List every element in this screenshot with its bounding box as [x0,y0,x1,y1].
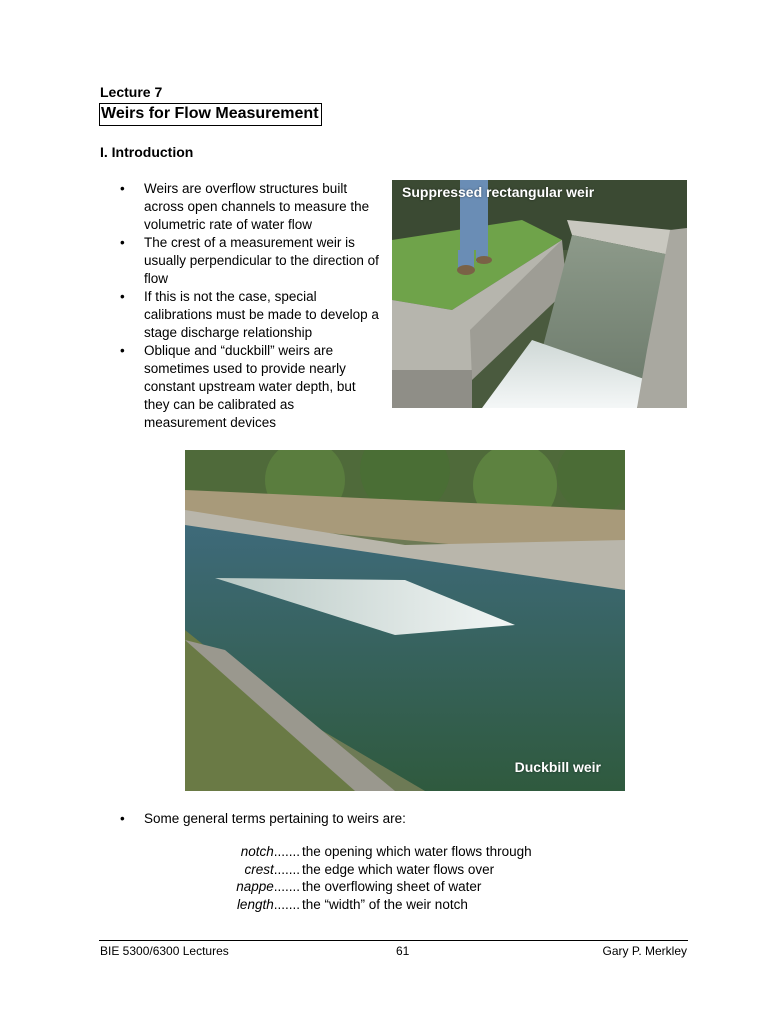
duckbill-photo [185,450,625,791]
term-definition: the “width” of the weir notch [302,896,468,912]
bullet-icon: • [120,343,125,358]
bullet-text: The crest of a measurement weir is usually perpendicular to the direction of flow [144,235,379,286]
section-heading: I. Introduction [100,144,194,160]
terms-intro [120,810,406,828]
bullet-text: Oblique and “duckbill” weirs are sometimes used to provide nearly constant upstream water depth, but they can be calibrated as measurement devices [144,343,356,430]
bullet-icon: • [120,289,125,304]
weir-photo-image [392,180,687,408]
page-title: Weirs for Flow Measurement [99,103,322,126]
weir-photo-caption: Suppressed rectangular weir [402,184,595,200]
term-key: length....... [236,896,300,912]
terms-intro-text: Some general terms pertaining to weirs are: [144,811,406,826]
bullet-icon: • [120,811,125,826]
footer-divider [99,940,688,941]
bullet-icon: • [120,235,125,250]
term-key: nappe....... [236,879,300,894]
term-definition: the opening which water flows through [302,844,532,859]
term-key: crest....... [244,861,300,877]
bullet-text: If this is not the case, special calibrations must be made to develop a stage discharge relationship [144,289,379,340]
bullet-text: Weirs are overflow structures built across open channels to measure the volumetric rate of water flow [144,181,370,232]
duckbill-photo-image [185,450,625,791]
term-definition: the overflowing sheet of water [302,879,482,894]
duckbill-photo-caption: Duckbill weir [514,759,601,775]
footer-page-number: 61 [396,944,410,958]
list-item [200,861,532,879]
footer-course: BIE 5300/6300 Lectures [100,944,229,958]
terms-list [200,843,532,913]
term-key: notch....... [240,844,300,859]
bullet-icon: • [120,181,125,196]
list-item [200,896,532,914]
weir-photo [392,180,687,408]
list-item [200,843,532,861]
lecture-label: Lecture 7 [100,84,163,100]
footer-author: Gary P. Merkley [602,944,687,958]
term-definition: the edge which water flows over [302,861,495,877]
list-item [200,878,532,896]
